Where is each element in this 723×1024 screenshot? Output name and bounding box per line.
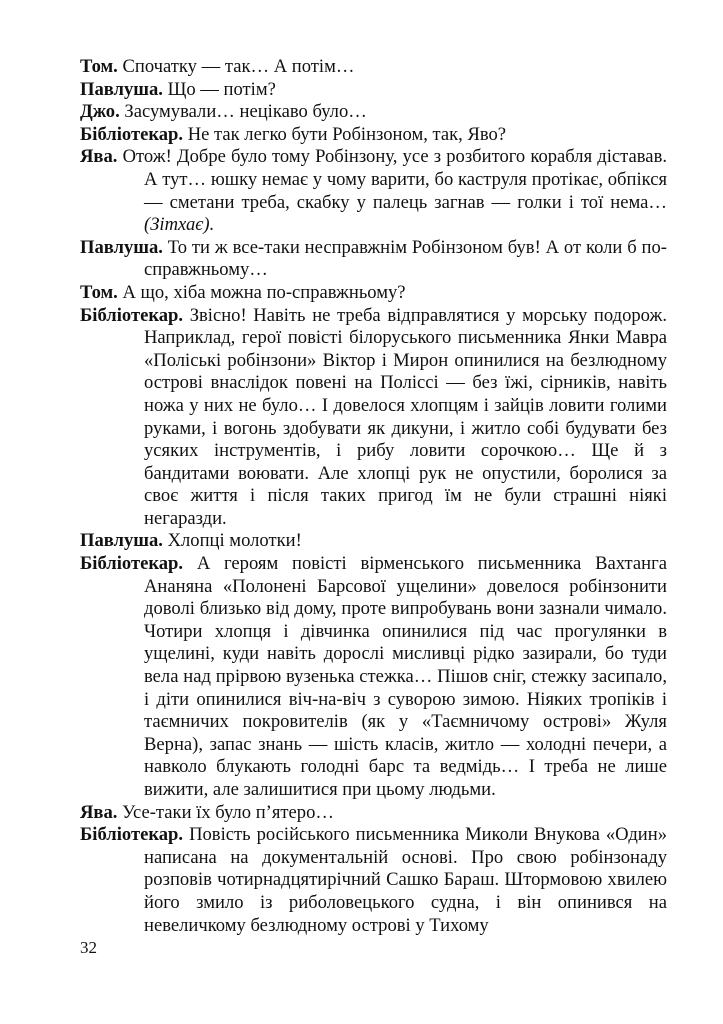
speaker-name: Джо.: [80, 101, 120, 123]
dialogue-line: [80, 553, 667, 802]
speaker-name: Бібліотекар.: [80, 824, 184, 846]
dialogue-text: Спочатку — так… А потім…: [117, 56, 355, 77]
page-number: 32: [80, 938, 97, 957]
dialogue-text: Що — потім?: [162, 78, 276, 100]
dialogue-text: А що, хіба можна по-справжньому?: [117, 281, 406, 303]
dialogue-text: Хлопці молотки!: [162, 530, 302, 552]
dialogue-line: [80, 124, 667, 147]
dialogue-line: [80, 79, 667, 102]
dialogue-text: Отож! Добре було тому Робінзону, усе з розбитого корабля діставав. А тут… юшку немає у чому варити, бо каструля протікає, обпікся — сметани треба, скабку у палець загнав — голки і тої нема…: [117, 146, 667, 213]
dialogue-text: Засумували… нецікаво було…: [119, 101, 367, 123]
stage-direction: (Зітхає).: [144, 214, 215, 236]
speaker-name: Павлуша.: [80, 530, 163, 552]
speaker-name: Павлуша.: [80, 236, 163, 258]
speaker-name: Том.: [80, 281, 118, 303]
speaker-name: Ява.: [80, 801, 118, 823]
dialogue-line: [80, 530, 667, 553]
dialogue-text: Усе-таки їх було п’ятеро…: [117, 801, 334, 823]
speaker-name: Бібліотекар.: [80, 553, 184, 575]
speaker-name: Бібліотекар.: [80, 123, 184, 145]
speaker-name: Бібліотекар.: [80, 304, 184, 326]
speaker-name: Ява.: [80, 146, 118, 168]
dialogue-line: [80, 824, 667, 937]
speaker-name: Том.: [80, 56, 118, 77]
dialogue-text: Повість російського письменника Миколи Внукова «Один» написана на документальній основі. Про свою робінзонаду розповів чотирнадцятирічний Сашко Бараш. Штормовою хвилею його змило із риболовецького судна, і він опинився на невеличкому безлюдному острові у Тихому: [144, 824, 667, 936]
dialogue-line: [80, 146, 667, 236]
dialogue-line: [80, 305, 667, 531]
dialogue-text: То ти ж все-таки несправжнім Робінзоном був! А от коли б по-справжньому…: [144, 236, 667, 281]
document-page: [80, 56, 667, 937]
dialogue-line: [80, 56, 667, 79]
dialogue-text: Звісно! Навіть не треба відправлятися у морську подорож. Наприклад, герої повісті білоруського письменника Янки Мавра «Поліські робінзони» Віктор і Мирон опинилися на безлюдному острові внаслідок повені на Поліссі — без їжі, сірників, навіть ножа у них не було… І довелося хлопцям і зайців ловити голими руками, і вогонь здобувати як дикуни, і житло собі будувати без усяких інструментів, і рибу ловити сорочкою… Ще й з бандитами воювати. Але хлопці рук не опустили, боролися за своє життя і після таких пригод їм не були страшні ніякі негаразди.: [144, 304, 667, 529]
dialogue-line: [80, 282, 667, 305]
dialogue-line: [80, 802, 667, 825]
dialogue-text: Не так легко бути Робінзоном, так, Яво?: [183, 123, 507, 145]
speaker-name: Павлуша.: [80, 78, 163, 100]
dialogue-line: [80, 237, 667, 282]
dialogue-text: А героям повісті вірменського письменника Вахтанга Ананяна «Полонені Барсової ущелини» довелося робінзонити доволі близько від дому, проте випробувань вони зазнали чимало. Чотири хлопця і дівчинка опинилися під час прогулянки в ущелині, куди навіть дорослі мисливці рідко зазирали, бо туди вела над прірвою вузенька стежка… Пішов сніг, стежку засипало, і діти опинилися віч-на-віч з суворою зимою. Ніяких тропіків і таємничих покровителів (як у «Таємничому острові» Жуля Верна), запас знань — шість класів, житло — холодні печери, а навколо блукають голодні барс та ведмідь… І треба не лише вижити, але залишитися при цьому людьми.: [144, 553, 667, 800]
dialogue-line: [80, 101, 667, 124]
